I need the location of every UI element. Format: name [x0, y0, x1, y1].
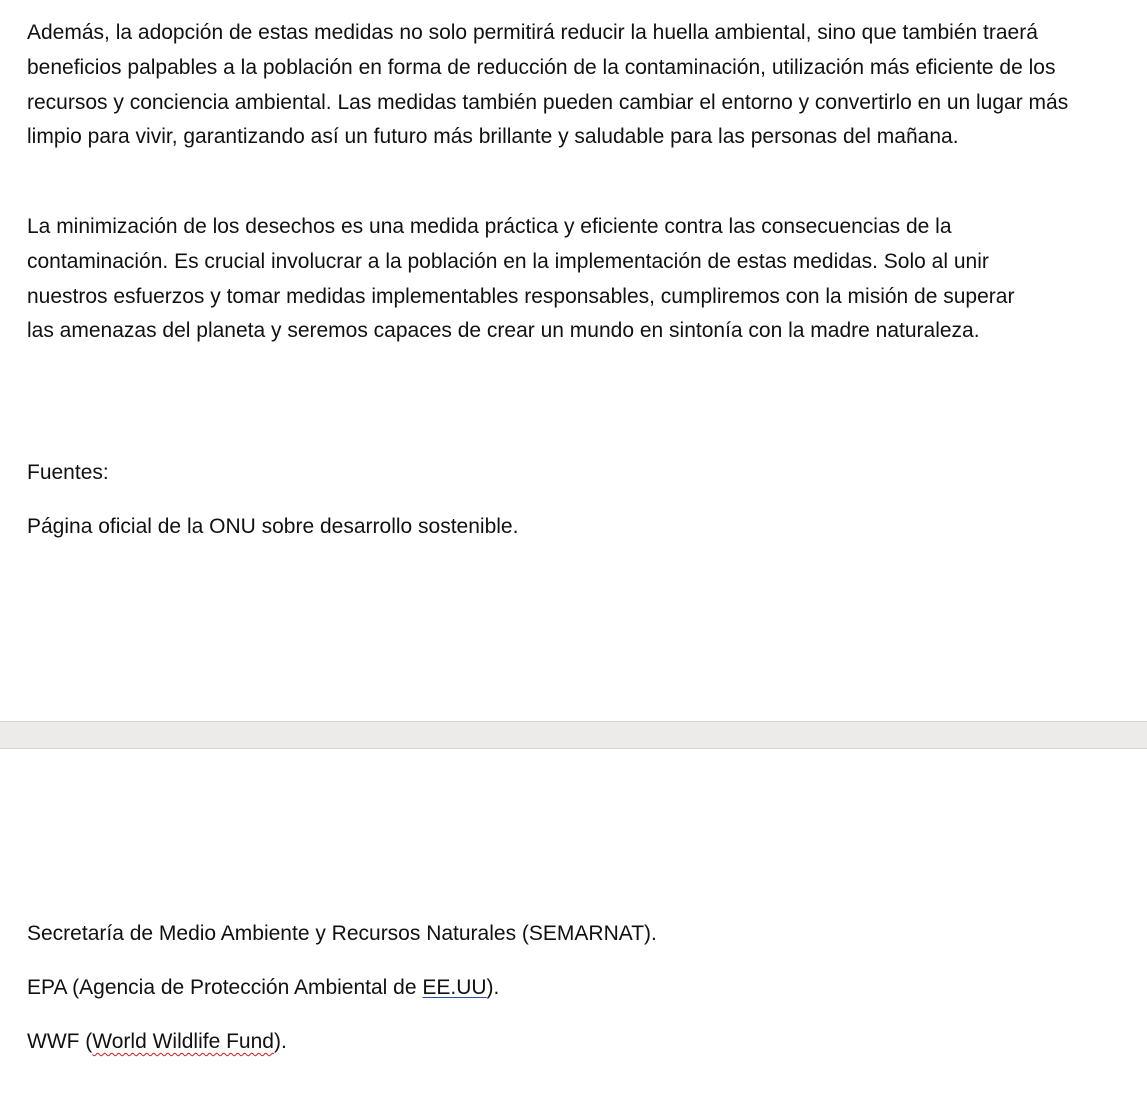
source-semarnat: Secretaría de Medio Ambiente y Recursos Naturales (SEMARNAT). — [27, 922, 657, 945]
source-wwf-suffix: ). — [273, 1030, 287, 1053]
source-epa-abbreviation[interactable]: EE.UU — [422, 976, 487, 999]
source-epa — [27, 971, 1087, 1006]
sources-heading: Fuentes: — [27, 461, 109, 484]
source-wwf-prefix: WWF ( — [27, 1030, 93, 1053]
source-epa-prefix: EPA (Agencia de Protección Ambiental de — [27, 976, 423, 999]
source-wwf — [27, 1025, 1087, 1060]
paragraph-minimizacion-desechos: La minimización de los desechos es una medida práctica y eficiente contra las consecuencias de la contaminación. Es crucial involucrar a la población en la implementación de estas medidas. Solo al unir nuestros esfuerzos y tomar medidas implementables responsables, cumpliremos con la misión de superar las amenazas del planeta y seremos capaces de crear un mundo en sintonía con la madre naturaleza. — [27, 215, 1015, 343]
source-wwf-spellcheck-text[interactable]: World Wildlife Fund — [92, 1030, 274, 1053]
paragraph-adopcion-medidas: Además, la adopción de estas medidas no solo permitirá reducir la huella ambiental, sino que también traerá beneficios palpables a la población en forma de reducción de la contaminación, utilización más eficiente de los recursos y conciencia ambiental. Las medidas también pueden cambiar el entorno y convertirlo en un lugar más limpio para vivir, garantizando así un futuro más brillante y saludable para las personas del mañana. — [27, 21, 1069, 149]
source-epa-suffix: ). — [486, 976, 500, 999]
source-onu: Página oficial de la ONU sobre desarrollo sostenible. — [27, 515, 519, 538]
page-break-separator — [0, 721, 1147, 749]
